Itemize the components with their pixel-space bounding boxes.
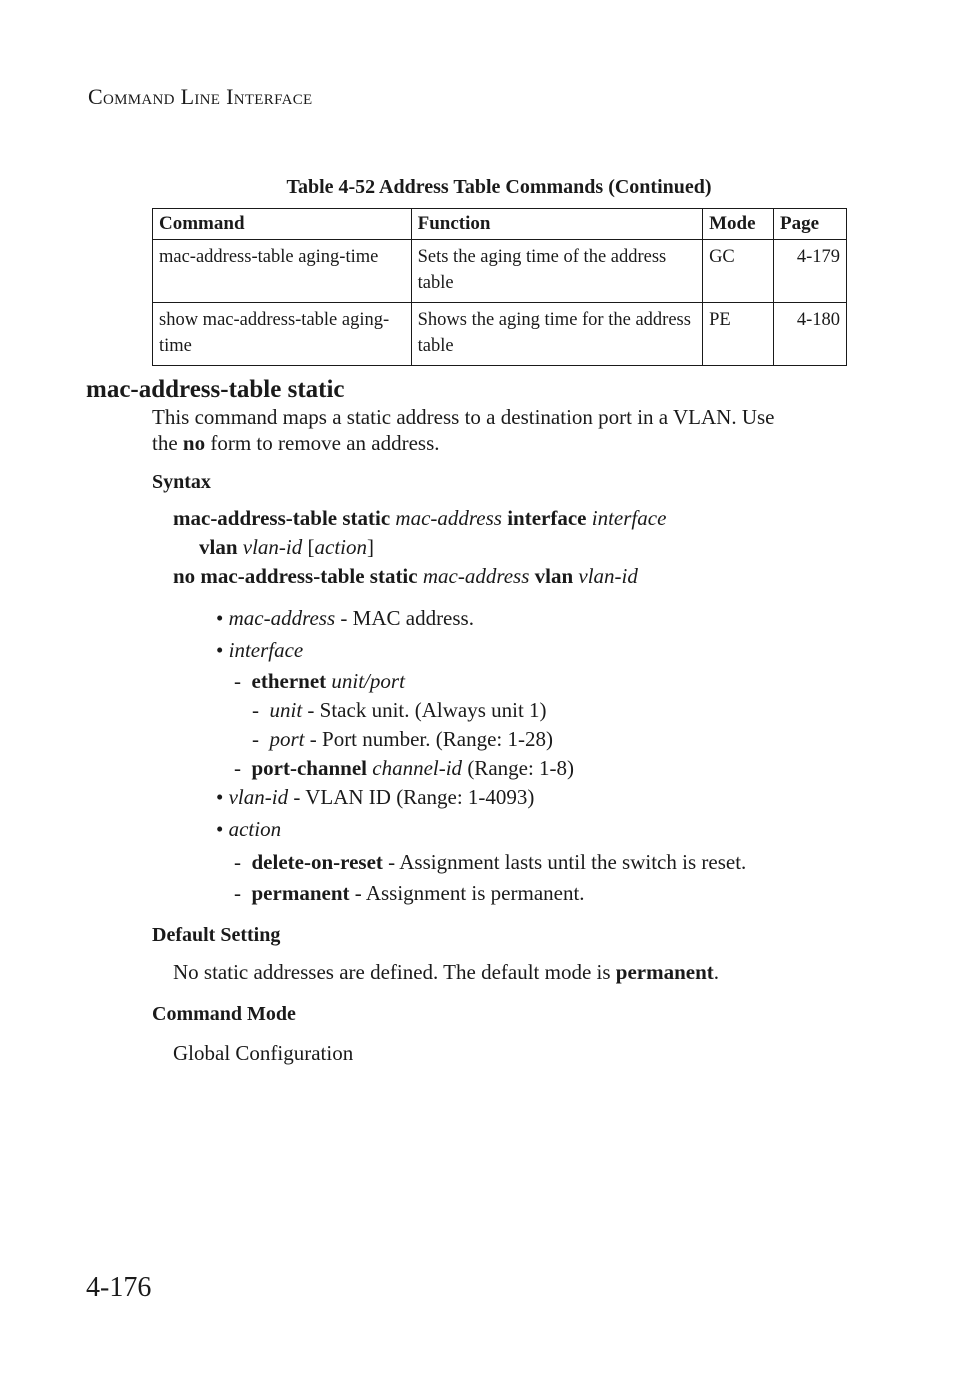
cell-mode: PE xyxy=(703,303,774,366)
list-item: - port-channel channel-id (Range: 1-8) xyxy=(234,756,575,780)
list-item: - port - Port number. (Range: 1-28) xyxy=(252,727,553,751)
default-setting-text: No static addresses are defined. The default mode is permanent. xyxy=(173,960,720,984)
column-header-page: Page xyxy=(774,209,847,240)
intro-line-2: the no form to remove an address. xyxy=(152,431,440,455)
section-title: mac-address-table static xyxy=(86,376,345,403)
syntax-line-2: vlan vlan-id [action] xyxy=(199,535,374,559)
syntax-heading: Syntax xyxy=(152,471,211,493)
cell-page: 4-180 xyxy=(774,303,847,366)
address-table-commands xyxy=(152,208,847,366)
list-item: - unit - Stack unit. (Always unit 1) xyxy=(252,698,547,722)
list-item: • mac-address - MAC address. xyxy=(216,606,474,630)
list-item: - permanent - Assignment is permanent. xyxy=(234,881,585,905)
table-header-row xyxy=(153,209,847,240)
page-number: 4-176 xyxy=(86,1272,152,1303)
command-mode-text: Global Configuration xyxy=(173,1041,354,1065)
table-row xyxy=(153,303,847,366)
cell-function: Sets the aging time of the address table xyxy=(411,240,702,303)
list-item: • vlan-id - VLAN ID (Range: 1-4093) xyxy=(216,785,535,809)
table-caption: Table 4-52 Address Table Commands (Continued) xyxy=(286,176,712,198)
default-setting-heading: Default Setting xyxy=(152,924,281,946)
table-row xyxy=(153,240,847,303)
list-item: - ethernet unit/port xyxy=(234,669,405,693)
list-item: • interface xyxy=(216,638,304,662)
cell-mode: GC xyxy=(703,240,774,303)
syntax-line-1: mac-address-table static mac-address interface interface xyxy=(173,506,667,530)
column-header-mode: Mode xyxy=(703,209,774,240)
cell-command: mac-address-table aging-time xyxy=(153,240,412,303)
list-item: - delete-on-reset - Assignment lasts until the switch is reset. xyxy=(234,850,747,874)
list-item: • action xyxy=(216,817,282,841)
command-mode-heading: Command Mode xyxy=(152,1003,296,1025)
cell-page: 4-179 xyxy=(774,240,847,303)
running-head: COMMAND LINE INTERFACE xyxy=(88,84,313,109)
intro-paragraph xyxy=(152,404,852,456)
cell-function: Shows the aging time for the address table xyxy=(411,303,702,366)
column-header-function: Function xyxy=(411,209,702,240)
column-header-command: Command xyxy=(153,209,412,240)
cell-command: show mac-address-table aging-time xyxy=(153,303,412,366)
intro-line-1: This command maps a static address to a destination port in a VLAN. Use xyxy=(152,405,775,429)
syntax-line-3: no mac-address-table static mac-address vlan vlan-id xyxy=(173,564,638,588)
